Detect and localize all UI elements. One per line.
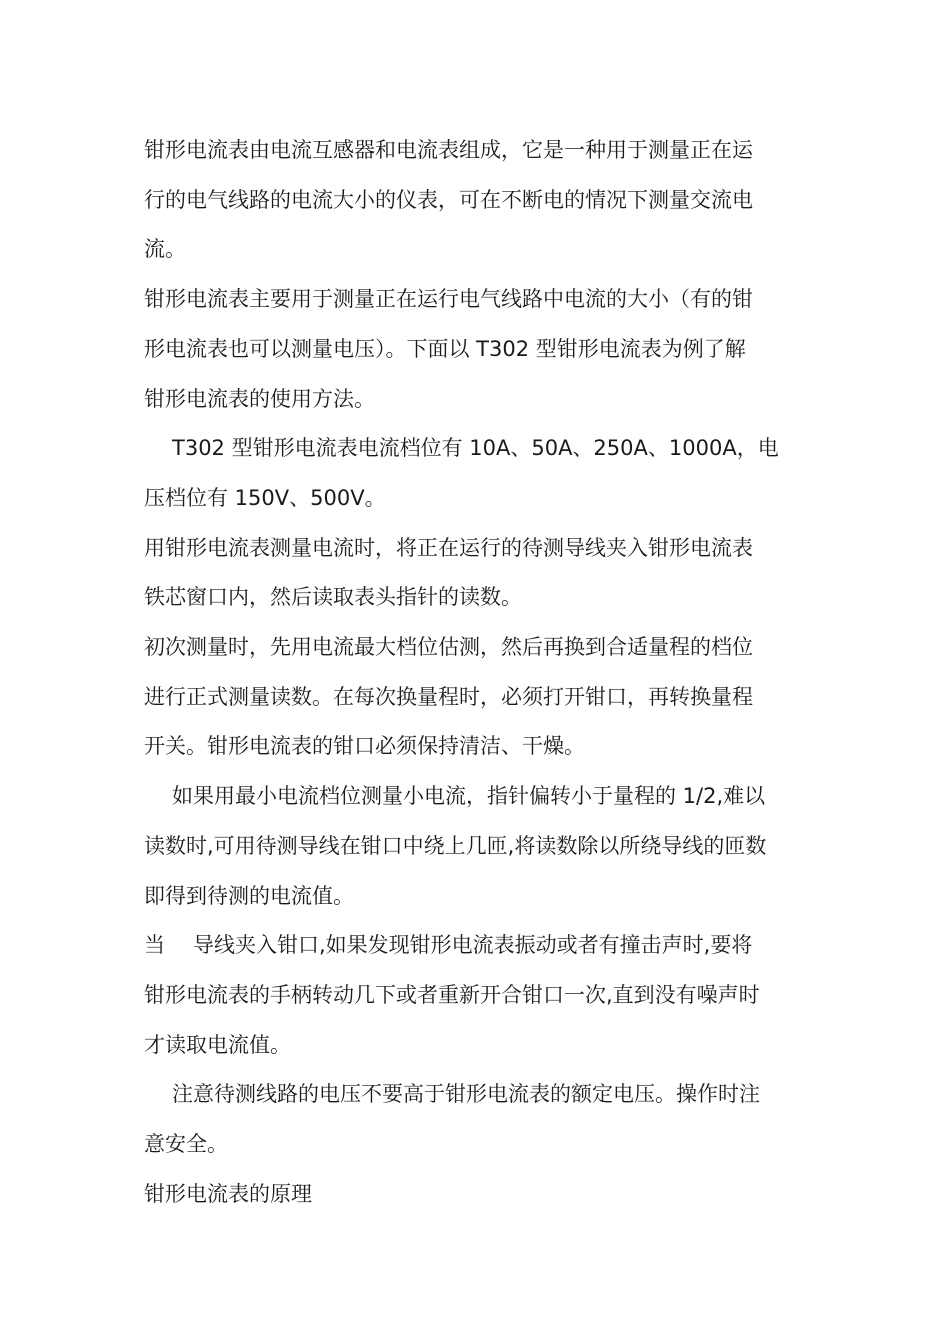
paragraph-ranges (144, 424, 808, 523)
text-line: 注意待测线路的电压不要高于钳形电流表的额定电压。操作时注 (172, 1082, 760, 1107)
text-line: 钳形电流表由电流互感器和电流表组成，它是一种用于测量正在运 (144, 138, 753, 162)
section-heading-principle (144, 1170, 808, 1220)
paragraph-first-measure (144, 623, 808, 772)
first-word: 当 (144, 933, 165, 958)
text-line: 压档位有 150V、500V。 (144, 485, 386, 510)
text-line: 钳形电流表主要用于测量正在运行电气线路中电流的大小（有的钳 (144, 287, 753, 312)
text-line: T302 型钳形电流表电流档位有 10A、50A、250A、1000A，电 (172, 436, 779, 461)
text-line: 如果用最小电流档位测量小电流，指针偏转小于量程的 1/2,难以 (172, 784, 766, 809)
text-line: 意安全。 (144, 1132, 228, 1157)
paragraph-vibration (144, 921, 808, 1070)
text-line: 即得到待测的电流值。 (144, 883, 354, 908)
document-body (144, 126, 808, 1219)
text-line: 钳形电流表的使用方法。 (144, 386, 375, 411)
text-line: 用钳形电流表测量电流时，将正在运行的待测导线夹入钳形电流表 (144, 535, 753, 560)
text-line: 行的电气线路的电流大小的仪表，可在不断电的情况下测量交流电 (144, 187, 753, 212)
line-rest: 导线夹入钳口,如果发现钳形电流表振动或者有撞击声时,要将 (193, 933, 753, 958)
text-line: 进行正式测量读数。在每次换量程时，必须打开钳口，再转换量程 (144, 684, 753, 709)
text-line: 开关。钳形电流表的钳口必须保持清洁、干燥。 (144, 734, 585, 759)
text-line: 读数时,可用待测导线在钳口中绕上几匝,将读数除以所绕导线的匝数 (144, 833, 767, 858)
text-line: 才读取电流值。 (144, 1032, 291, 1057)
text-line: 钳形电流表的原理 (144, 1181, 312, 1206)
paragraph-safety (144, 1070, 808, 1169)
paragraph-intro (144, 126, 808, 275)
paragraph-usage (144, 275, 808, 424)
text-line: 钳形电流表的手柄转动几下或者重新开合钳口一次,直到没有噪声时 (144, 982, 760, 1007)
text-line: 铁芯窗口内，然后读取表头指针的读数。 (144, 585, 522, 610)
text-line: 形电流表也可以测量电压）。下面以 T302 型钳形电流表为例了解 (144, 336, 746, 361)
paragraph-measure (144, 524, 808, 623)
paragraph-small-current (144, 772, 808, 921)
text-line (144, 921, 808, 971)
text-line: 流。 (144, 237, 186, 262)
text-line: 初次测量时，先用电流最大档位估测，然后再换到合适量程的档位 (144, 635, 753, 660)
